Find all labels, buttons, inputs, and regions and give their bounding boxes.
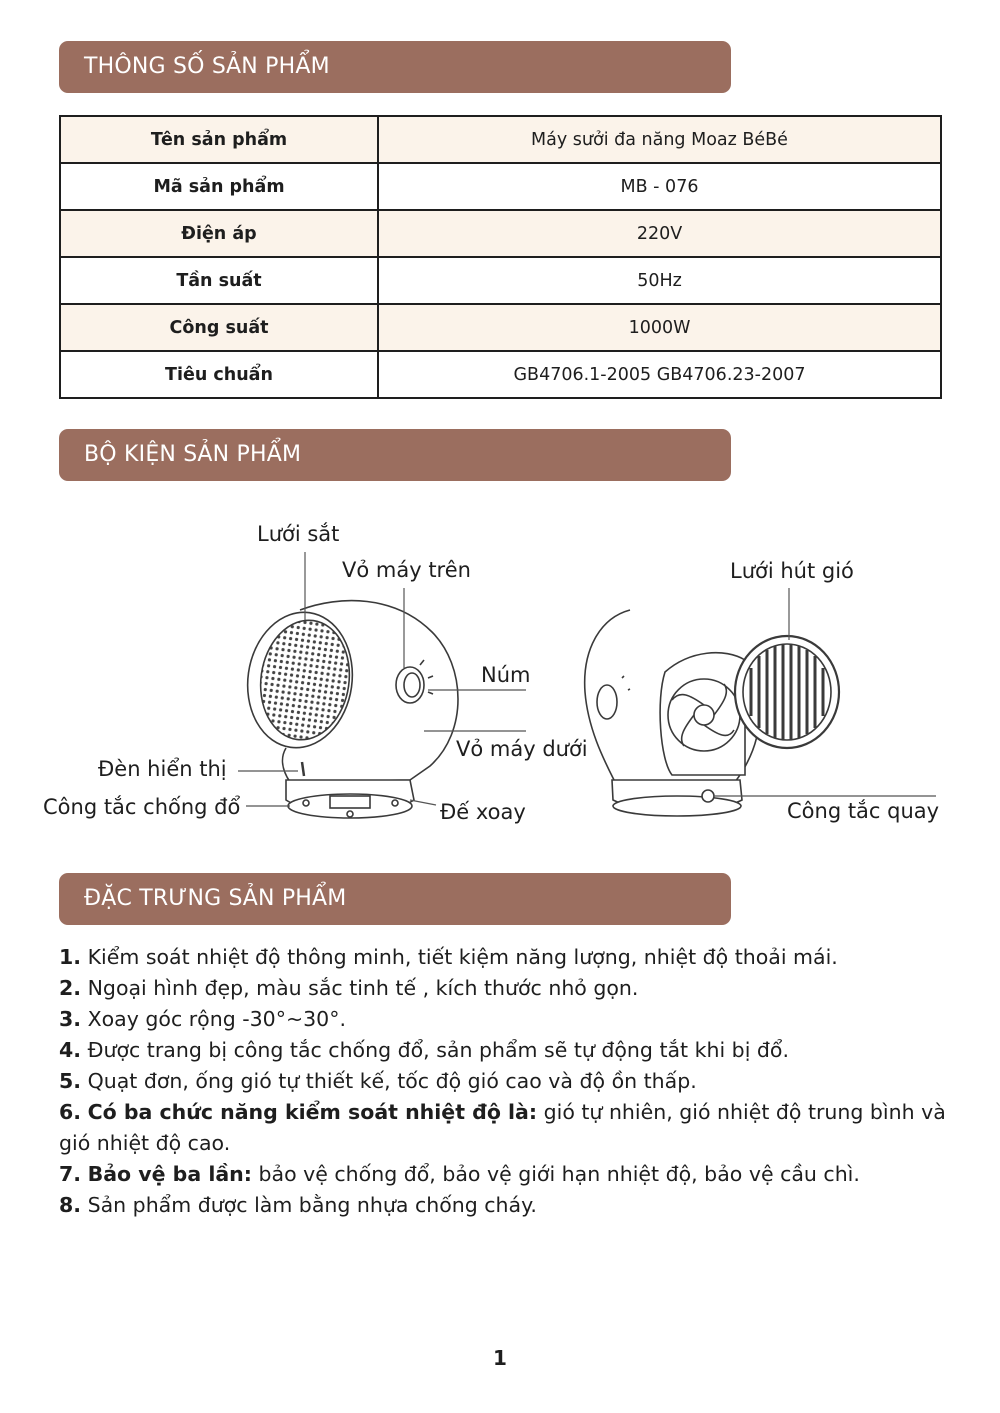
list-item	[59, 1159, 949, 1190]
label-luoi-hut-gio: Lưới hút gió	[730, 559, 854, 583]
label-vo-may-duoi: Vỏ máy dưới	[456, 737, 588, 761]
item-text: Ngoại hình đẹp, màu sắc tinh tế , kích thước nhỏ gọn.	[87, 976, 639, 1000]
table-row	[60, 304, 941, 351]
spec-label: Mã sản phẩm	[60, 163, 378, 210]
item-text: Xoay góc rộng -30°~30°.	[87, 1007, 346, 1031]
list-item	[59, 973, 949, 1004]
spec-label: Tần suất	[60, 257, 378, 304]
item-text: bảo vệ chống đổ, bảo vệ giới hạn nhiệt độ, bảo vệ cầu chì.	[258, 1162, 860, 1186]
spec-label: Công suất	[60, 304, 378, 351]
item-number: 2.	[59, 976, 82, 1000]
label-cong-tac-chong-do: Công tắc chống đổ	[43, 795, 241, 819]
page-number: 1	[493, 1346, 507, 1370]
spec-label: Điện áp	[60, 210, 378, 257]
product-parts-diagram	[0, 500, 1000, 860]
item-number: 7.	[59, 1162, 82, 1186]
label-luoi-sat: Lưới sắt	[257, 522, 340, 546]
list-item	[59, 942, 949, 973]
table-row	[60, 210, 941, 257]
spec-value: 50Hz	[378, 257, 941, 304]
section-header-accessories: BỘ KIỆN SẢN PHẨM	[59, 429, 731, 481]
list-item	[59, 1066, 949, 1097]
item-number: 6.	[59, 1100, 82, 1124]
item-text: Được trang bị công tắc chống đổ, sản phẩm sẽ tự động tắt khi bị đổ.	[87, 1038, 789, 1062]
item-number: 5.	[59, 1069, 82, 1093]
label-cong-tac-quay: Công tắc quay	[787, 799, 940, 823]
item-text: Quạt đơn, ống gió tự thiết kế, tốc độ gió cao và độ ồn thấp.	[87, 1069, 697, 1093]
label-vo-may-tren: Vỏ máy trên	[342, 558, 471, 582]
heater-front-illustration	[239, 601, 458, 818]
section-header-features: ĐẶC TRƯNG SẢN PHẨM	[59, 873, 731, 925]
spec-value: GB4706.1-2005 GB4706.23-2007	[378, 351, 941, 398]
item-number: 1.	[59, 945, 82, 969]
item-number: 8.	[59, 1193, 82, 1217]
spec-value: 1000W	[378, 304, 941, 351]
heater-back-illustration	[585, 610, 839, 816]
spec-label: Tên sản phẩm	[60, 116, 378, 163]
label-num: Núm	[481, 663, 531, 687]
table-row	[60, 257, 941, 304]
spec-value: Máy sưởi đa năng Moaz BéBé	[378, 116, 941, 163]
item-text: gió tự nhiên, gió nhiệt độ trung bình và gió nhiệt độ cao.	[59, 1100, 946, 1155]
table-row	[60, 351, 941, 398]
table-row	[60, 163, 941, 210]
item-number: 3.	[59, 1007, 82, 1031]
list-item	[59, 1004, 949, 1035]
specs-table	[59, 115, 942, 399]
list-item	[59, 1035, 949, 1066]
item-lead: Có ba chức năng kiểm soát nhiệt độ là:	[87, 1100, 538, 1124]
label-den-hien-thi: Đèn hiển thị	[98, 757, 227, 781]
spec-value: 220V	[378, 210, 941, 257]
item-text: Kiểm soát nhiệt độ thông minh, tiết kiệm năng lượng, nhiệt độ thoải mái.	[87, 945, 838, 969]
features-list	[59, 942, 949, 1221]
section-header-specs: THÔNG SỐ SẢN PHẨM	[59, 41, 731, 93]
item-lead: Bảo vệ ba lần:	[87, 1162, 252, 1186]
table-row	[60, 116, 941, 163]
list-item	[59, 1097, 949, 1159]
label-de-xoay: Đế xoay	[440, 800, 526, 824]
item-text: Sản phẩm được làm bằng nhựa chống cháy.	[87, 1193, 537, 1217]
list-item	[59, 1190, 949, 1221]
item-number: 4.	[59, 1038, 82, 1062]
spec-value: MB - 076	[378, 163, 941, 210]
spec-label: Tiêu chuẩn	[60, 351, 378, 398]
